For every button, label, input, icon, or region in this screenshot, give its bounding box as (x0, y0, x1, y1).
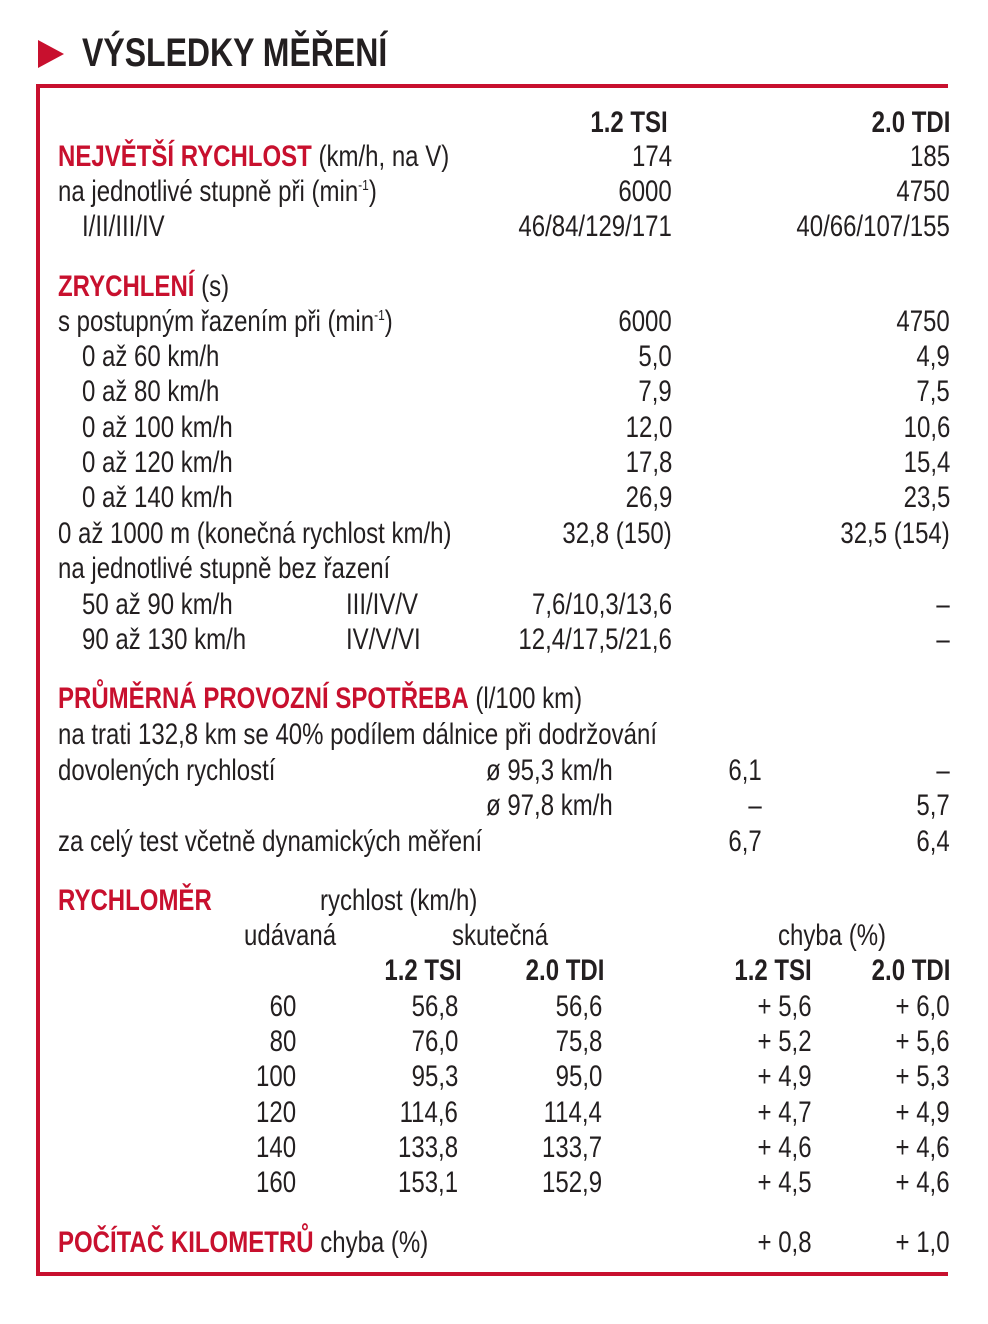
speedometer-indicated-header: udávaná (244, 919, 337, 952)
accel-row-value-2: 23,5 (903, 481, 950, 514)
speedometer-col-error-1: 1.2 TSI (734, 954, 812, 987)
km-value-1: 32,8 (150) (562, 517, 672, 550)
consumption-desc-2: dovolených rychlostí (58, 754, 276, 787)
top-speed-rpm-label: na jednotlivé stupně při $(\min^{-1})$ (58, 175, 377, 208)
speedometer-error-2: + 6,0 (895, 990, 950, 1023)
consumption-speed-1: ø 95,3 km/h (486, 754, 613, 787)
top-speed-value-2: 185 (909, 140, 950, 173)
acceleration-heading (58, 270, 229, 304)
speedometer-speed-header: rychlost (km/h) (320, 884, 478, 917)
accel-row-label: 0 až 60 km/h (82, 340, 220, 373)
speedometer-actual-1: 133,8 (397, 1131, 458, 1164)
speedometer-error-2: + 5,6 (895, 1025, 950, 1058)
consumption-speed-1-value-2: – (936, 754, 950, 787)
elastic-row-label: 90 až 130 km/h (82, 623, 247, 656)
odometer-label: POČÍTAČ KILOMETRŮ (58, 1226, 314, 1259)
speedometer-error-2: + 4,6 (895, 1166, 950, 1199)
shift-rpm-2: 4750 (896, 305, 950, 338)
speedometer-indicated: 80 (269, 1025, 296, 1058)
gears-label: I/II/III/IV (82, 210, 165, 243)
speedometer-error-2: + 4,9 (895, 1096, 950, 1129)
top-speed-unit: (km/h, na V) (318, 140, 450, 173)
consumption-heading (58, 682, 582, 716)
speedometer-actual-1: 56,8 (411, 990, 458, 1023)
consumption-total-1: 6,7 (728, 825, 762, 858)
top-speed-label: NEJVĚTŠÍ RYCHLOST (58, 140, 312, 173)
speedometer-label: RYCHLOMĚR (58, 884, 212, 917)
consumption-unit: (l/100 km) (475, 682, 583, 715)
consumption-speed-2-value-2: 5,7 (916, 789, 950, 822)
speedometer-indicated: 160 (255, 1166, 296, 1199)
title-arrow-icon (38, 40, 64, 68)
shift-rpm-label: s postupným řazením při $(\min^{-1})$ (58, 305, 393, 338)
speedometer-indicated: 100 (255, 1060, 296, 1093)
speedometer-error-1: + 4,5 (757, 1166, 812, 1199)
accel-row-label: 0 až 100 km/h (82, 411, 233, 444)
speedometer-indicated: 60 (269, 990, 296, 1023)
accel-row-value-2: 7,5 (916, 375, 950, 408)
shift-rpm-1: 6000 (618, 305, 672, 338)
no-gear-label: na jednotlivé stupně bez řazení (58, 552, 391, 585)
elastic-row-value-1: 12,4/17,5/21,6 (518, 623, 672, 656)
top-speed-rpm-2: 4750 (896, 175, 950, 208)
speedometer-error-1: + 4,7 (757, 1096, 812, 1129)
elastic-row-gears: III/IV/V (346, 588, 419, 621)
speedometer-actual-1: 76,0 (411, 1025, 458, 1058)
accel-row-value-1: 7,9 (638, 375, 672, 408)
speedometer-actual-header: skutečná (452, 919, 549, 952)
speedometer-actual-2: 152,9 (541, 1166, 602, 1199)
odometer-row (58, 1226, 428, 1260)
speedometer-actual-2: 75,8 (555, 1025, 602, 1058)
consumption-speed-1-value-1: 6,1 (728, 754, 762, 787)
consumption-total-label: za celý test včetně dynamických měření (58, 825, 483, 858)
speedometer-error-1: + 4,9 (757, 1060, 812, 1093)
accel-row-label: 0 až 80 km/h (82, 375, 220, 408)
consumption-speed-2: ø 97,8 km/h (486, 789, 613, 822)
accel-row-value-2: 10,6 (903, 411, 950, 444)
top-speed-rpm-1: 6000 (618, 175, 672, 208)
accel-row-value-2: 15,4 (903, 446, 950, 479)
elastic-row-value-2: – (936, 588, 950, 621)
speedometer-actual-2: 133,7 (541, 1131, 602, 1164)
speedometer-error-1: + 5,2 (757, 1025, 812, 1058)
page-title: VÝSLEDKY MĚŘENÍ (82, 31, 388, 75)
speedometer-error-2: + 5,3 (895, 1060, 950, 1093)
header-col-1: 1.2 TSI (590, 106, 668, 139)
speedometer-error-1: + 5,6 (757, 990, 812, 1023)
gears-value-2: 40/66/107/155 (796, 210, 950, 243)
odometer-unit: chyba (%) (320, 1226, 429, 1259)
km-label: 0 až 1000 m (konečná rychlost km/h) (58, 517, 452, 550)
speedometer-error-2: + 4,6 (895, 1131, 950, 1164)
speedometer-col-error-2: 2.0 TDI (871, 954, 950, 987)
consumption-desc-1: na trati 132,8 km se 40% podílem dálnice při dodržování (58, 718, 658, 751)
speedometer-col-actual-1: 1.2 TSI (384, 954, 462, 987)
accel-row-label: 0 až 140 km/h (82, 481, 233, 514)
elastic-row-label: 50 až 90 km/h (82, 588, 233, 621)
elastic-row-gears: IV/V/VI (346, 623, 421, 656)
acceleration-unit: (s) (201, 270, 230, 303)
accel-row-value-1: 26,9 (625, 481, 672, 514)
accel-row-value-1: 5,0 (638, 340, 672, 373)
elastic-row-value-2: – (936, 623, 950, 656)
elastic-row-value-1: 7,6/10,3/13,6 (531, 588, 672, 621)
accel-row-value-2: 4,9 (916, 340, 950, 373)
speedometer-actual-2: 114,4 (543, 1096, 602, 1129)
speedometer-error-1: + 4,6 (757, 1131, 812, 1164)
km-value-2: 32,5 (154) (840, 517, 950, 550)
speedometer-actual-1: 153,1 (397, 1166, 458, 1199)
gears-value-1: 46/84/129/171 (518, 210, 672, 243)
consumption-label: PRŮMĚRNÁ PROVOZNÍ SPOTŘEBA (58, 682, 469, 715)
speedometer-col-actual-2: 2.0 TDI (525, 954, 604, 987)
acceleration-label: ZRYCHLENÍ (58, 270, 195, 303)
speedometer-actual-2: 95,0 (555, 1060, 602, 1093)
speedometer-actual-1: 114,6 (399, 1096, 458, 1129)
speedometer-actual-1: 95,3 (411, 1060, 458, 1093)
top-speed-value-1: 174 (631, 140, 672, 173)
consumption-speed-2-value-1: – (748, 789, 762, 822)
speedometer-indicated: 140 (255, 1131, 296, 1164)
header-col-2: 2.0 TDI (871, 106, 950, 139)
accel-row-label: 0 až 120 km/h (82, 446, 233, 479)
consumption-total-2: 6,4 (916, 825, 950, 858)
accel-row-value-1: 17,8 (625, 446, 672, 479)
accel-row-value-1: 12,0 (625, 411, 672, 444)
top-speed-row (58, 140, 449, 174)
speedometer-actual-2: 56,6 (555, 990, 602, 1023)
odometer-value-2: + 1,0 (895, 1226, 950, 1259)
odometer-value-1: + 0,8 (757, 1226, 812, 1259)
speedometer-indicated: 120 (255, 1096, 296, 1129)
speedometer-error-header: chyba (%) (778, 919, 887, 952)
